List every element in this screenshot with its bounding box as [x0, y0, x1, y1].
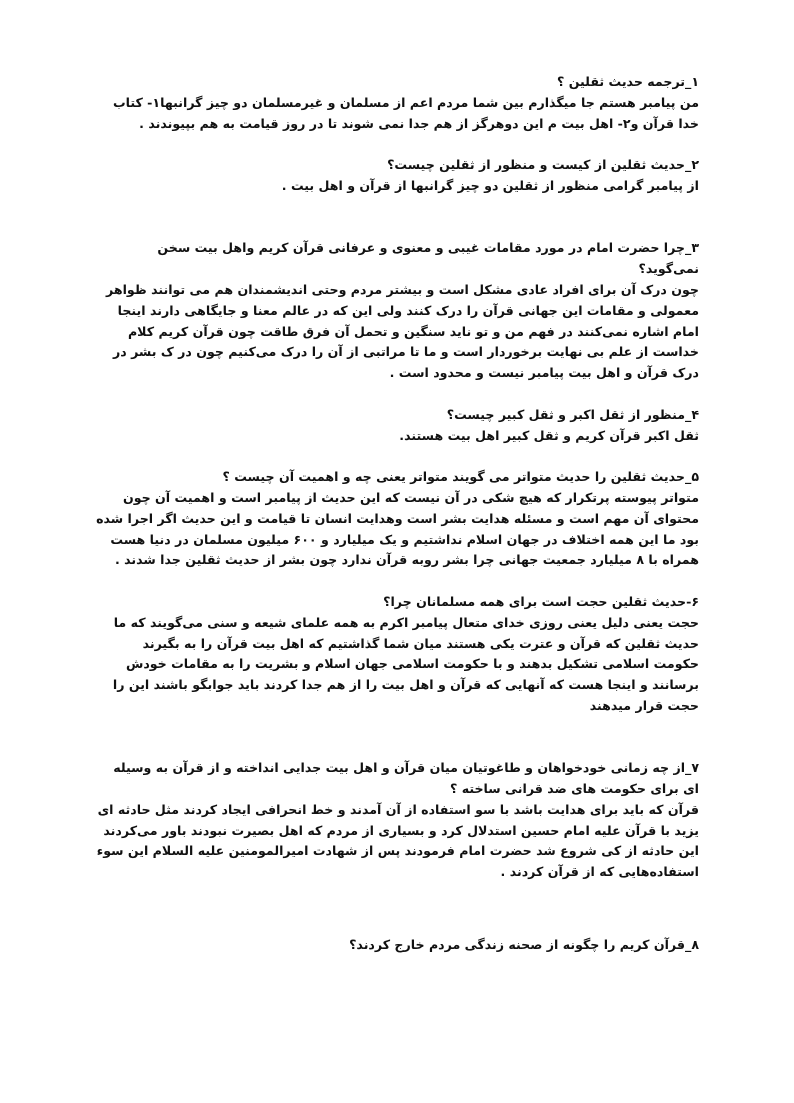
qa-item-4 — [95, 405, 699, 447]
question-1: ۱_ترجمه حدیث ثقلین ؟ — [557, 74, 699, 89]
answer-2: از پیامبر گرامی منظور از ثقلین دو چیز گرانبها از قرآن و اهل بیت . — [281, 177, 699, 193]
question-2: ۲_حدیث ثقلین از کیست و منظور از ثقلین چیست؟ — [387, 157, 699, 173]
qa-item-5 — [95, 467, 699, 571]
question-5: ۵_حدیث ثقلین را حدیث متواتر می گویند متواتر یعنی چه و اهمیت آن چیست ؟ — [222, 469, 699, 485]
document-body — [95, 72, 699, 977]
question-8: ۸_قرآن کریم را چگونه از صحنه زندگی مردم خارج کردند؟ — [349, 937, 699, 953]
qa-item-3 — [95, 238, 699, 384]
answer-7: قرآن که باید برای هدایت باشد با سو استفاده از آن آمدند و خط انحرافی ایجاد کردند مثل حادثه ای یزید با قرآن علیه امام حسین استدلال کرد و بسیاری از مردم که اهل بصیرت نبودند باور می‌کردند این حادثه از کی شروع شد حضرت امام فرمودند پس از شهادت امیرالمومنین علیه السلام این سوء استفاده‌هایی که از قرآن کردند . — [96, 801, 699, 880]
answer-6: حجت یعنی دلیل یعنی روزی خدای متعال پیامبر اکرم به همه علمای شیعه و سنی می‌گویند که ما حدیث ثقلین که قرآن و عترت یکی هستند میان شما گذاشتیم که اهل بیت قرآن را به بگیرند حکومت اسلامی تشکیل بدهند و با حکومت اسلامی جهان اسلام و بشریت را به مقامات خودش برسانند و اینجا هست که آنهایی که قرآن و اهل بیت را از هم جدا کردند باید جوابگو باشند این را حجت قرار میدهند — [112, 614, 699, 713]
answer-3: چون درک آن برای افراد عادی مشکل است و بیشتر مردم وحتی اندیشمندان هم می توانند ظواهر معمولی و مقامات این جهانی قرآن را درک کنند ولی این که در عالم معنا و جایگاهی دارند اینجا امام اشاره نمی‌کنند در فهم من و تو ناید سنگین و تحمل آن فرق طاقت چون قرآن کریم کلام خداست از علم بی نهایت برخوردار است و ما تا مراتبی از آن را درک می‌کنیم چون در ک بشر در درک قرآن و اهل بیت پیامبر نیست و محدود است . — [106, 281, 699, 381]
question-3: ۳_چرا حضرت امام در مورد مقامات غیبی و معنوی و عرفانی قرآن کریم واهل بیت سخن نمی‌گوید؟ — [157, 240, 699, 277]
qa-item-2 — [95, 155, 699, 197]
question-7: ۷_از چه زمانی خودخواهان و طاغوتیان میان قرآن و اهل بیت جدایی انداخته و از قرآن به وسیله ای برای حکومت های ضد قرانی ساخته ؟ — [113, 760, 699, 797]
answer-1: من پیامبر هستم جا میگذارم بین شما مردم اعم از مسلمان و غیرمسلمان دو چیز گرانبها۱- کتاب خدا قرآن و۲- اهل بیت م این دوهرگز از هم جدا نمی شوند تا در روز قیامت به هم بپیوندند . — [112, 94, 699, 131]
qa-item-6 — [95, 592, 699, 717]
answer-4: ثقل اکبر قرآن کریم و ثقل کبیر اهل بیت هستند. — [399, 427, 699, 443]
answer-5: متواتر پیوسته پرتکرار که هیچ شکی در آن نیست که این حدیث از پیامبر است و اهمیت آن چون محتوای آن مهم است و مسئله هدایت بشر است وهدایت انسان تا قیامت و این حدیث اگر اجرا شده بود ما این همه اختلاف در جهان اسلام نداشتیم و یک میلیارد و ۶۰۰ میلیون مسلمان در دنیا هست همراه با ۸ میلیارد جمعیت جهانی چرا بشر روبه قرآن ندارد چون بشر از حدیث ثقلین جدا شدند . — [96, 489, 699, 568]
qa-item-8 — [95, 935, 699, 956]
qa-item-1 — [95, 72, 699, 134]
question-6: ۶-حدیث ثقلین حجت است برای همه مسلمانان چرا؟ — [383, 593, 699, 609]
qa-item-7 — [95, 758, 699, 883]
question-4: ۴_منظور از ثقل اکبر و ثقل کبیر چیست؟ — [446, 406, 699, 422]
